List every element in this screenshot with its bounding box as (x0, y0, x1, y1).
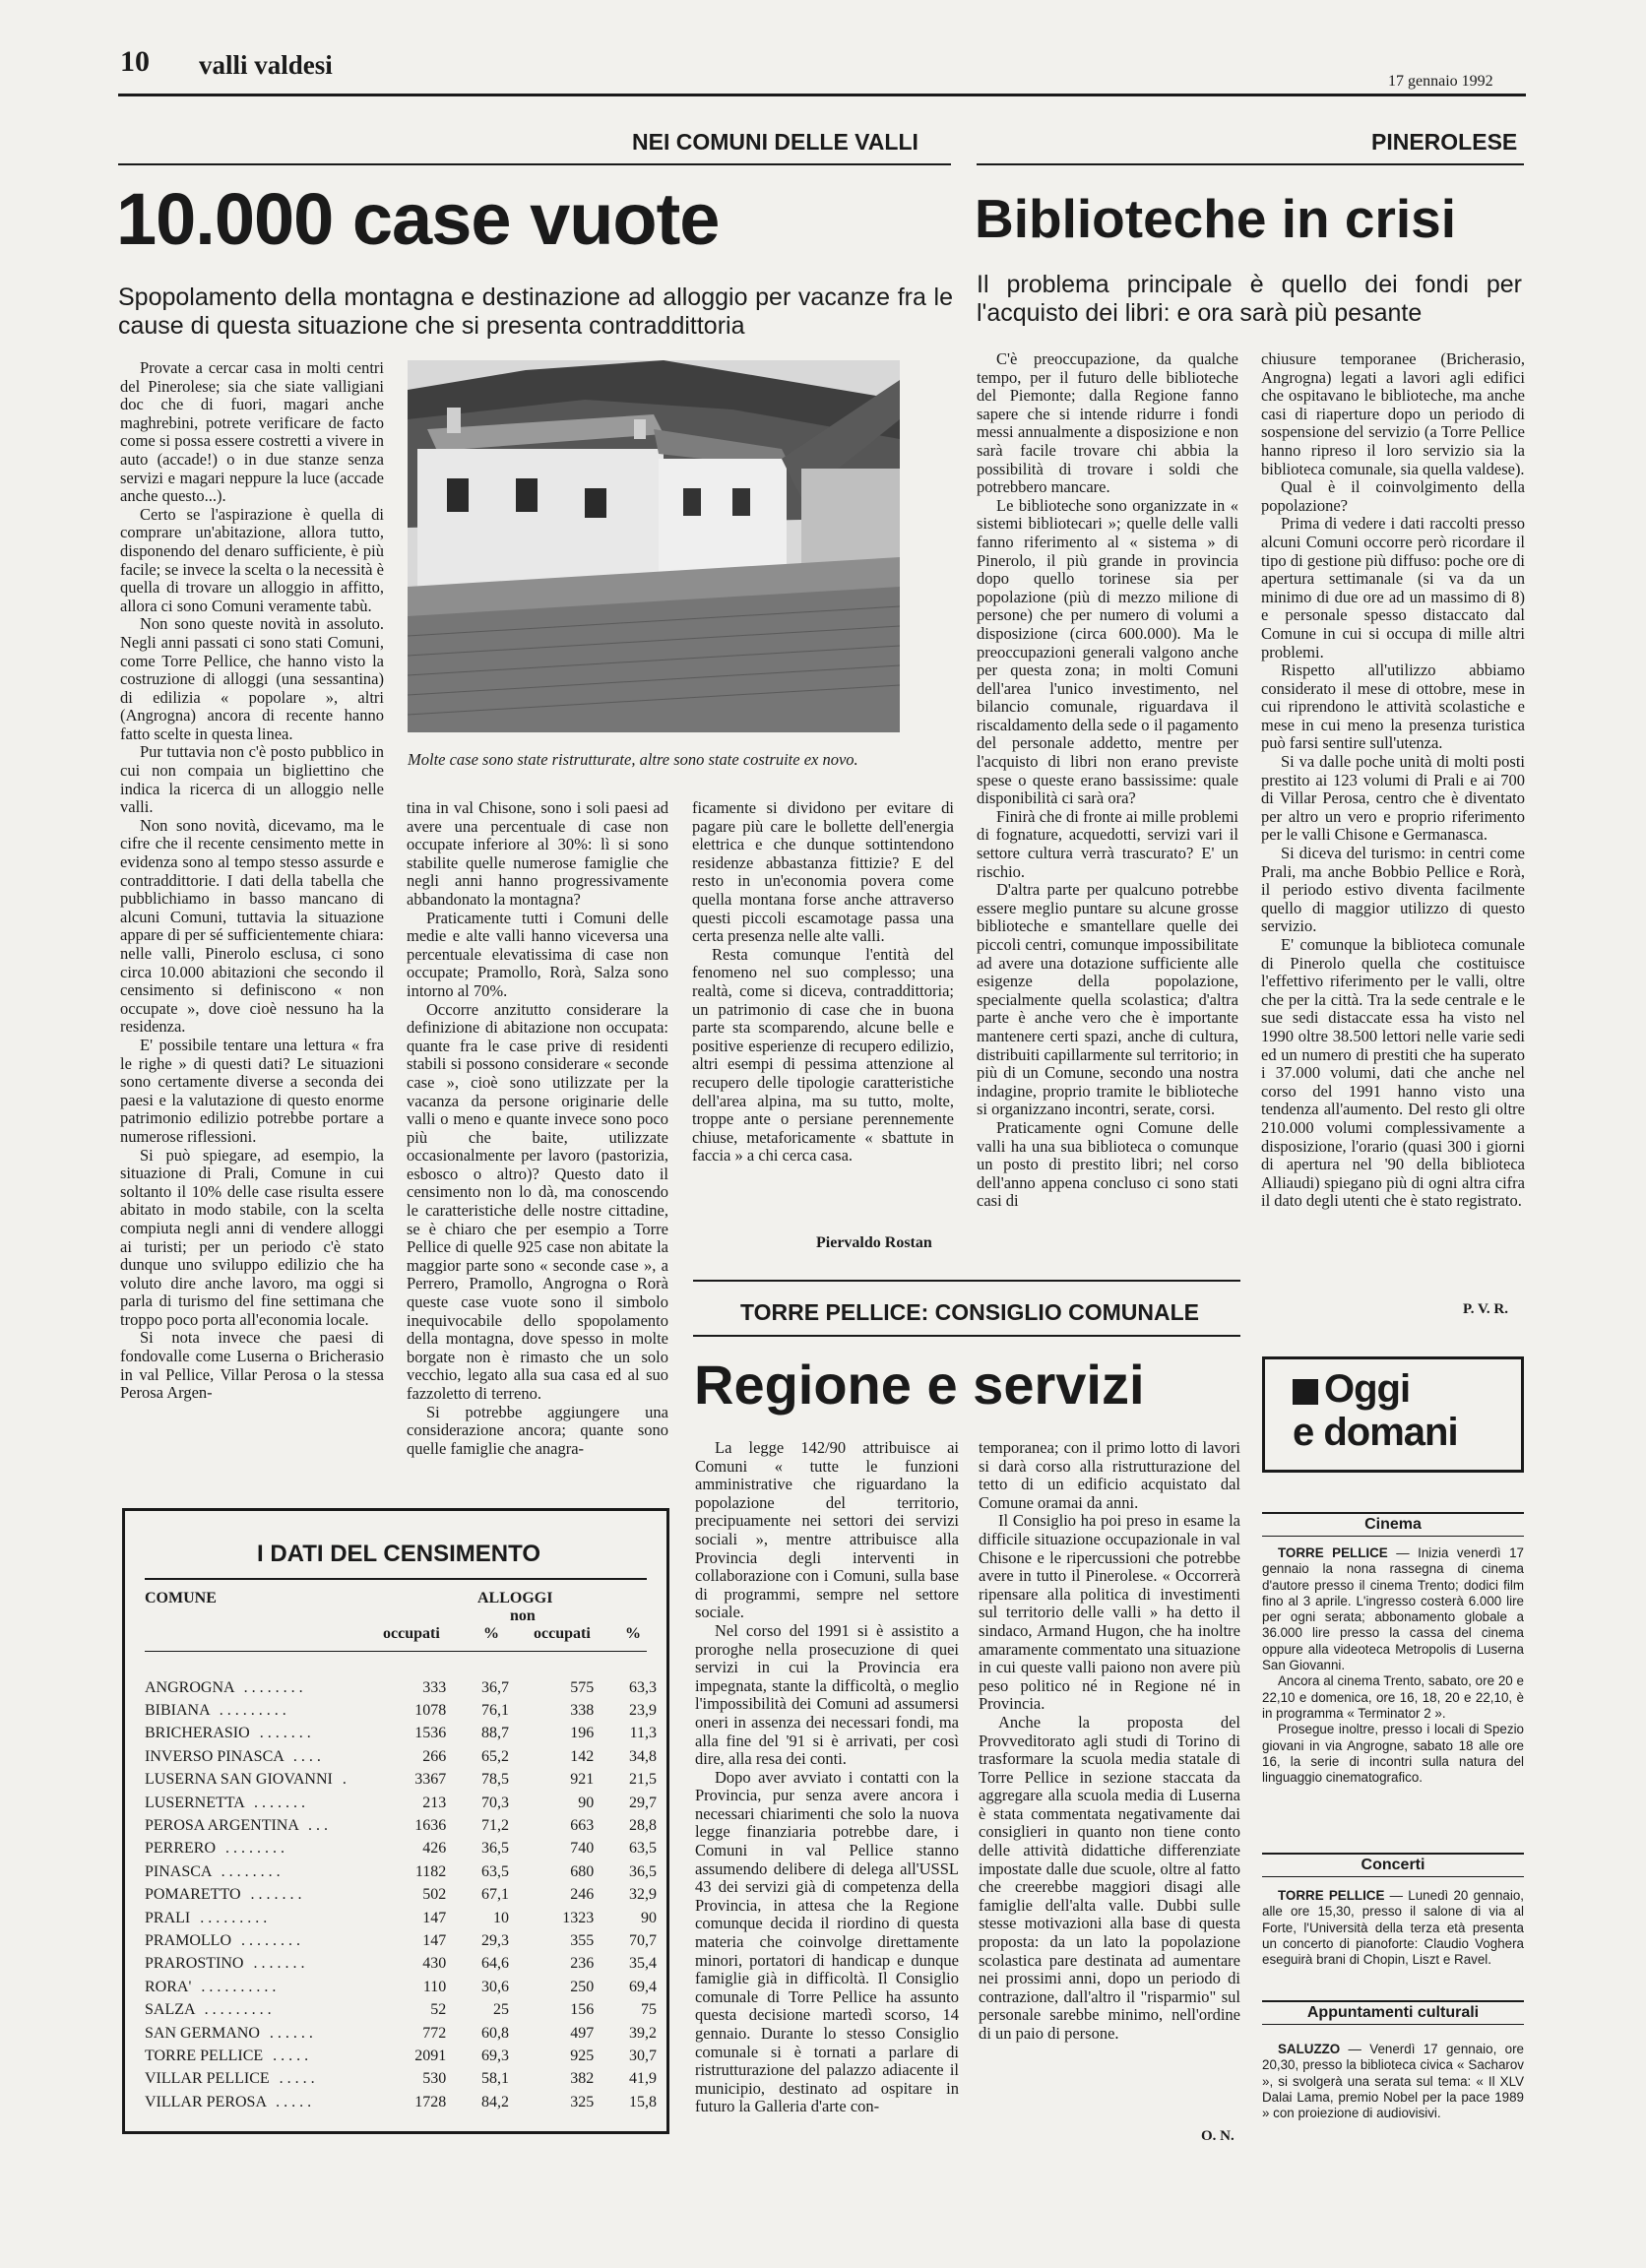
comune-name: SALZA (145, 2001, 195, 2019)
comune-name: LUSERNA SAN GIOVANNI (145, 1771, 333, 1789)
non-occupati-pct-cell: 34,8 (629, 1747, 657, 1765)
paragraph: Anche la proposta del Provveditorato agli studi di Torino di trasformare la scuola media statale di Torre Pellice in sezione staccata da aggregare alla scuola media di Luserna è stata commentata negativamente dai consiglieri in quanto non tiene conto delle attività didattiche differenziate impostate dalle due scuole, oltre al fatto che creerebbe maggiori disagi alle famiglie dell'alta valle. Dubbi sulle stesse motivazioni alla base di questa proposta: da un lato la popolazione scolastica pare destinata ad aumentare nei prossimi anni, dopo un periodo di contrazione, dall'altro il "risparmio" sul personale sarebbe minimo, nell'ordine di un paio di persone. (979, 1712, 1240, 2043)
non-occupati-pct-cell: 11,3 (629, 1725, 657, 1742)
occupati-pct-cell: 76,1 (480, 1702, 509, 1720)
occupati-cell: 147 (422, 1931, 447, 1949)
non-occupati-pct-cell: 70,7 (629, 1931, 657, 1949)
occupati-cell: 772 (422, 2024, 447, 2042)
table-row (145, 1976, 657, 1998)
paragraph: La legge 142/90 attribuisce ai Comuni « tutte le funzioni amministrative che riguardano la popolazione del territorio, precipuamente nei settori dei servizi sociali », mentre attribuisce alla Provincia degli interventi in collaborazione con i Comuni, sulla base di programmi, sempre nel settore sociale. (695, 1439, 959, 1622)
occupati-pct-cell: 63,5 (480, 1862, 509, 1880)
comune-cell (145, 1699, 386, 1722)
comune-name: PERRERO (145, 1840, 217, 1858)
biblioteche-col-1 (977, 350, 1238, 1295)
leader-dots: . . . . . . . . (225, 1840, 285, 1858)
place-name: TORRE PELLICE (1278, 1888, 1385, 1903)
table-row (145, 1814, 657, 1837)
case-vuote-col-3 (692, 799, 954, 1232)
non-occupati-pct-cell: 36,5 (629, 1862, 657, 1880)
occupati-pct-cell: 67,1 (480, 1886, 509, 1904)
non-occupati-pct-cell: 15,8 (629, 2093, 657, 2110)
paragraph: Le biblioteche sono organizzate in « sistemi bibliotecari »; quelle delle valli fanno riferimento al « sistema » di Pinerolo, il più grande in provincia dopo quello torinese sia per popolazione (più di mezzo milione di persone) che per numero di volumi a disposizione (circa 600.000). Ma le preoccupazioni generali valgono anche per questa zona; in molti Comuni dell'area l'unico investimento, nel bilancio comunale, riguardava il riscaldamento della sede o il pagamento del personale addetto, mentre per l'acquisto di libri non erano previste spese o queste erano bassissime: quale disponibilità ci sarà ora? (977, 495, 1238, 808)
occupati-pct-cell: 60,8 (480, 2024, 509, 2042)
leader-dots: . . . . . . . (250, 1886, 302, 1904)
leader-dots: . . . . . . . (253, 1955, 305, 1973)
section-cinema-body (1262, 1545, 1524, 1841)
occupati-cell: 530 (422, 2070, 447, 2088)
occupati-cell: 110 (422, 1978, 447, 1995)
census-title-rule (145, 1578, 647, 1580)
occupati-pct-cell: 88,7 (480, 1725, 509, 1742)
event-text: — Inizia venerdì 17 gennaio la nona rassegna di cinema d'autore presso il cinema Trento; dodici film fino al 3 aprile. L'ingresso costerà 6.000 lire per ogni serata; abbonamento globale a 36.000 lire presso la cassa del cinema oppure alla videoteca Metropolis di Luserna San Giovanni. (1262, 1545, 1524, 1673)
comune-name: ANGROGNA (145, 1678, 234, 1696)
signature-rostan: Piervaldo Rostan (816, 1234, 932, 1251)
paragraph: temporanea; con il primo lotto di lavori si darà corso alla ristrutturazione del tetto di un edificio acquistato dal Comune oramai da anni. (979, 1439, 1240, 1512)
occupati-pct-cell: 25 (492, 2001, 509, 2019)
leader-dots: . . . . . (273, 2047, 309, 2064)
comune-name: SAN GERMANO (145, 2024, 260, 2042)
biblioteche-col-2 (1261, 350, 1525, 1295)
occupati-cell: 1182 (414, 1862, 447, 1880)
occupati-pct-cell: 36,5 (480, 1840, 509, 1858)
paragraph: Non sono novità, dicevamo, ma le cifre che il recente censimento mette in evidenza sono al tempo stesso assurde e contraddittorie. I dati della tabella che pubblichiamo in basso mancano di alcuni Comuni, tuttavia la situazione appare di per sé sufficientemente chiara: nelle valli, Pinerolo esclusa, ci sono circa 10.000 abitazioni che secondo il censimento si definiscono « non occupate », dove cioè nessuno ha la residenza. (120, 815, 384, 1037)
paragraph: C'è preoccupazione, da qualche tempo, per il futuro delle biblioteche del Piemonte; dalla Regione fanno sapere che si intende ridurre i fondi messi annualmente a disposizione e non sarà facile trovare chi abbia la possibilità di trovare i soldi che potrebbero mancare. (977, 350, 1238, 497)
table-row (145, 1998, 657, 2021)
box-title-line-1: Oggi (1324, 1367, 1411, 1411)
census-box (122, 1508, 669, 2134)
table-row (145, 1929, 657, 1952)
section-cinema-heading: Cinema (1262, 1512, 1524, 1537)
table-row (145, 2091, 657, 2113)
paragraph: Si può spiegare, ad esempio, la situazione di Prali, Comune in cui soltanto il 10% delle case risulta essere abitato in modo stabile, con la scelta compiuta negli anni di vendere alloggi ai turisti; per un periodo c'è stato dunque uno sviluppo edilizio che ha voluto dire anche lavoro, ma oggi si parla di turismo del fine settimana che troppo poco porta all'economia locale. (120, 1145, 384, 1329)
comune-name: BIBIANA (145, 1702, 210, 1720)
section-appuntamenti-body (1262, 2042, 1524, 2150)
occupati-pct-cell: 70,3 (480, 1794, 509, 1811)
non-occupati-pct-cell: 28,8 (629, 1817, 657, 1835)
non-occupati-pct-cell: 29,7 (629, 1794, 657, 1811)
table-row (145, 1838, 657, 1860)
headline-regione: Regione e servizi (694, 1354, 1145, 1416)
section-label-right: PINEROLESE (1371, 129, 1518, 155)
comune-cell (145, 1838, 386, 1860)
non-occupati-cell: 575 (570, 1678, 595, 1696)
concerti-paragraph (1262, 1888, 1524, 1968)
comune-name: PEROSA ARGENTINA (145, 1817, 299, 1835)
occupati-cell: 52 (430, 2001, 447, 2019)
leader-dots: . . . . . . . . . (219, 1702, 286, 1720)
census-col-non-occupati: occupati (534, 1625, 591, 1642)
paragraph: E' possibile tentare una lettura « fra le righe » di questi dati? Le situazioni sono certamente diverse a seconda dei paesi e la valutazione di questo enorme patrimonio edilizio potrebbe portare a numerose riflessioni. (120, 1035, 384, 1146)
signature-on: O. N. (1201, 2128, 1234, 2144)
leader-dots: . . . . . . . (259, 1725, 311, 1742)
paragraph: tina in val Chisone, sono i soli paesi ad avere una percentuale di case non occupate inferiore al 30%: lì si sono stabilite quelle numerose famiglie che negli anni hanno progressivamente abbandonato la montagna? (407, 799, 668, 909)
paper-name: valli valdesi (199, 50, 333, 80)
paragraph: Non sono queste novità in assoluto. Negli anni passati ci sono stati Comuni, come Torre Pellice, che hanno visto la costruzione di alloggi (una sessantina) di edilizia « popolare », altri (Angrogna) ancora di recente hanno fatto scelte in questa linea. (120, 614, 384, 743)
cinema-paragraph (1262, 1545, 1524, 1673)
paragraph: Qual è il coinvolgimento della popolazione? (1261, 477, 1525, 515)
section-rule-right (977, 163, 1524, 165)
census-col-pct: % (483, 1625, 499, 1642)
comune-name: BRICHERASIO (145, 1725, 250, 1742)
issue-date: 17 gennaio 1992 (1388, 73, 1493, 90)
table-row (145, 1723, 657, 1745)
non-occupati-pct-cell: 41,9 (629, 2070, 657, 2088)
square-bullet-icon (1293, 1379, 1318, 1405)
leader-dots: . . . . . . . . (241, 1931, 301, 1949)
comune-cell (145, 1723, 386, 1745)
comune-name: TORRE PELLICE (145, 2047, 264, 2064)
comune-name: POMARETTO (145, 1886, 241, 1904)
paragraph: Nel corso del 1991 si è assistito a proroghe nella prosecuzione di quei servizi in cui la Provincia era impegnata, stante la difficoltà, o meglio l'impossibilità dei Comuni ad assumersi oneri in assenza dei necessari fondi, ma alla fine del '91 si è arrivati, per così dire, alla resa dei conti. (695, 1620, 959, 1769)
comune-cell (145, 1676, 386, 1699)
non-occupati-cell: 925 (570, 2047, 595, 2064)
occupati-pct-cell: 36,7 (480, 1678, 509, 1696)
comune-cell (145, 2068, 386, 2091)
page-number: 10 (120, 45, 150, 78)
case-vuote-col-2 (407, 799, 668, 1488)
section-concerti-heading: Concerti (1262, 1853, 1524, 1877)
comune-cell (145, 1769, 386, 1792)
paragraph: Pur tuttavia non c'è posto pubblico in cui non compaia un bigliettino che indica la ricerca di un alloggio nelle valli. (120, 742, 384, 817)
regione-top-rule (693, 1280, 1240, 1282)
non-occupati-pct-cell: 21,5 (629, 1771, 657, 1789)
paragraph: Si diceva del turismo: in centri come Prali, ma anche Bobbio Pellice e Rorà, il periodo estivo diventa facilmente quello di maggior utilizzo di questo servizio. (1261, 844, 1525, 936)
non-occupati-cell: 236 (570, 1955, 595, 1973)
leader-dots: . . . . . . . . (221, 1862, 281, 1880)
census-col-alloggi: ALLOGGI (477, 1590, 553, 1606)
non-occupati-cell: 338 (570, 1702, 595, 1720)
leader-dots: . . . . . . . . . (200, 1909, 268, 1926)
place-name: TORRE PELLICE (1278, 1545, 1388, 1560)
occupati-pct-cell: 30,6 (480, 1978, 509, 1995)
census-col-occupati: occupati (383, 1625, 440, 1642)
non-occupati-pct-cell: 69,4 (629, 1978, 657, 1995)
occupati-pct-cell: 65,2 (480, 1747, 509, 1765)
occupati-pct-cell: 84,2 (480, 2093, 509, 2110)
occupati-cell: 502 (422, 1886, 447, 1904)
occupati-cell: 213 (422, 1794, 447, 1811)
census-title: I DATI DEL CENSIMENTO (256, 1541, 541, 1567)
leader-dots: . . . (308, 1817, 329, 1835)
comune-cell (145, 1745, 386, 1768)
table-row (145, 1860, 657, 1883)
paragraph: Resta comunque l'entità del fenomeno nel suo complesso; una realtà, come si diceva, contraddittoria; un patrimonio di case che in buona parte sta scomparendo, alcune belle e positive esperienze di recupero edilizio, altri esempi di pessima attenzione al recupero delle tipologie caratteristiche dell'area alpina, ma su tutto, molte, troppe ante o persiane perennemente chiuse, metaforicamente « sbattute in faccia » a chi cerca casa. (692, 944, 954, 1166)
occupati-cell: 266 (422, 1747, 447, 1765)
occupati-pct-cell: 78,5 (480, 1771, 509, 1789)
leader-dots: . . . . . . . . (243, 1678, 303, 1696)
headline-biblioteche: Biblioteche in crisi (975, 188, 1457, 249)
regione-col-2 (979, 1439, 1240, 2109)
deck-case-vuote: Spopolamento della montagna e destinazione ad alloggio per vacanze fra le cause di questa situazione che si presenta contraddittoria (118, 284, 953, 340)
table-row (145, 2022, 657, 2045)
paragraph: Il Consiglio ha poi preso in esame la difficile situazione occupazionale in val Chisone e le ripercussioni che potrebbe avere in tutto il Pinerolese. « Occorrerà ripensare alla politica di investimenti sul territorio delle valli » ha detto il sindaco, Armand Hugon, che ha inoltre amaramente commentato una situazione in cui queste valli paiono non avere più peso politico né in Regione né in Provincia. (979, 1511, 1240, 1714)
comune-name: PRAROSTINO (145, 1955, 244, 1973)
non-occupati-pct-cell: 63,3 (629, 1678, 657, 1696)
comune-cell (145, 2022, 386, 2045)
header-rule (118, 94, 1526, 96)
regione-col-1 (695, 1439, 959, 2148)
event-text: — Lunedì 20 gennaio, alle ore 15,30, presso il salone di via al Forte, l'Università della terza età presenta un concerto di pianoforte: Claudio Voghera eseguirà brani di Chopin, Liszt e Ravel. (1262, 1888, 1524, 1968)
photo-caption: Molte case sono state ristrutturate, altre sono state costruite ex novo. (408, 750, 858, 769)
table-row (145, 1953, 657, 1976)
table-row (145, 1792, 657, 1814)
non-occupati-cell: 325 (570, 2093, 595, 2110)
paragraph: ficamente si dividono per evitare di pagare più care le bollette dell'energia elettrica e che dunque sottintendono residenze abbastanza fittizie? E del resto in un'economia povera come quella montana forse anche attraverso questi piccoli escamotage passa una certa presenza nelle alte valli. (692, 799, 954, 946)
occupati-cell: 147 (422, 1909, 447, 1926)
leader-dots: . . . . . (276, 2093, 312, 2110)
occupati-cell: 1078 (414, 1702, 447, 1720)
paragraph: D'altra parte per qualcuno potrebbe essere meglio puntare su alcune grosse biblioteche e smantellare quelle dei piccoli centri, comunque impossibilitate ad avere una dotazione sufficiente alle esigenze della popolazione, specialmente quella scolastica; d'altra parte è anche vero che è importante mantenere certi spazi, anche di cultura, distribuiti capillarmente sul territorio; in più di un Comune, secondo una nostra indagine, proprio tramite le biblioteche si organizzano incontri, serate, corsi. (977, 880, 1238, 1119)
paragraph: Si nota invece che paesi di fondovalle come Luserna o Bricherasio in val Pellice, Villar Perosa o la stessa Perosa Argen- (120, 1328, 384, 1403)
paragraph: Occorre anzitutto considerare la definizione di abitazione non occupata: quante fra le case prive di residenti stabili si possono considerare « seconde case », cioè sono utilizzate per la vacanza da persone originarie delle valli o meno e quante invece sono poco più che baite, utilizzate occasionalmente per lavoro (pastorizia, esbosco o altro)? Questo dato il censimento non lo dà, ma conoscendo le caratteristiche delle nostre cittadine, se è chiaro che per esempio a Torre Pellice di quelle 925 case non abitate la maggior parte sono « seconde case », a Perrero, Pramollo, Angrogna o Rorà queste case vuote sono il simbolo inequivocabile dello spopolamento della montagna, dove spesso in molte borgate non è rimasto che un solo vecchio, legato alla sua casa ed al suo fazzoletto di terreno. (407, 999, 668, 1403)
non-occupati-cell: 355 (570, 1931, 595, 1949)
section-rule-left (118, 163, 951, 165)
paragraph: E' comunque la biblioteca comunale di Pinerolo quella che costituisce l'effettivo riferimento per le valli, oltre che per la città. Tra la sede centrale e le sue sedi distaccate essa ha visto nel 1990 oltre 38.500 lettori nelle varie sedi ed un numero di prestiti che ha superato i 37.000 volumi, dati che anche nel corso del 1991 hanno visto una tendenza all'aumento. Del resto gli oltre 210.000 volumi complessivamente a disposizione, l'orario (quasi 300 i giorni di apertura nel '90 della biblioteca Alliaudi) spiegano più di ogni altra cifra il dato degli utenti che è stato registrato. (1261, 935, 1525, 1211)
place-name: SALUZZO (1278, 2042, 1341, 2056)
occupati-cell: 3367 (414, 1771, 447, 1789)
photo-houses (408, 360, 900, 732)
occupati-pct-cell: 64,6 (480, 1955, 509, 1973)
comune-name: LUSERNETTA (145, 1794, 244, 1811)
cinema-paragraph: Prosegue inoltre, presso i locali di Spezio giovani in via Angrogne, sabato 18 alle ore 16, la serie di incontri sulla natura del linguaggio cinematografico. (1262, 1722, 1524, 1786)
occupati-cell: 1636 (414, 1817, 447, 1835)
occupati-pct-cell: 58,1 (480, 2070, 509, 2088)
non-occupati-pct-cell: 35,4 (629, 1955, 657, 1973)
comune-name: PRALI (145, 1909, 191, 1926)
paragraph: Certo se l'aspirazione è quella di comprare un'abitazione, allora tutto, disponendo del denaro sufficiente, è più facile; se invece la scelta o la necessità è quella di trovare un alloggio in affitto, allora ci sono Comuni veramente tabù. (120, 504, 384, 615)
headline-case-vuote: 10.000 case vuote (116, 178, 720, 260)
non-occupati-cell: 196 (570, 1725, 595, 1742)
leader-dots: . (342, 1771, 347, 1789)
comune-cell (145, 1814, 386, 1837)
comune-cell (145, 2091, 386, 2113)
paragraph: Rispetto all'utilizzo abbiamo considerato il mese di ottobre, mese in cui riprendono le attività scolastiche e mese in cui meno la presenza turistica può farsi sentire sull'utenza. (1261, 661, 1525, 753)
comune-cell (145, 1860, 386, 1883)
non-occupati-pct-cell: 90 (641, 1909, 657, 1926)
paragraph: chiusure temporanee (Bricherasio, Angrogna) legati a lavori agli edifici che ospitavano le biblioteche, ma anche casi di riaperture dopo un periodo di sospensione del servizio (a Torre Pellice hanno ripreso il loro servizio sia la biblioteca comunale, sia quella valdese). (1261, 350, 1525, 478)
table-row (145, 1676, 657, 1699)
comune-cell (145, 1998, 386, 2021)
comune-name: INVERSO PINASCA (145, 1747, 284, 1765)
non-occupati-cell: 142 (570, 1747, 595, 1765)
non-occupati-cell: 250 (570, 1978, 595, 1995)
paragraph: Dopo aver avviato i contatti con la Provincia, pur senza avere ancora i necessari chiarimenti che solo la nuova legge finanziaria potrebbe dare, i Comuni in val Pellice stanno assumendo delibere di delega all'USSL 43 dei servizi già di competenza della Provincia, in attesa che la Regione comunque decida il riordino di questa materia che coinvolge direttamente minori, portatori di handicap e dunque famiglie già in difficoltà. Il Consiglio comunale di Torre Pellice ha assunto questa decisione martedì scorso, 14 gennaio. Durante lo stesso Consiglio comunale si è tornati a parlare di ristrutturazione del palazzo adiacente il municipio, destinato ad ospitare in futuro la Galleria d'arte con- (695, 1767, 959, 2116)
paragraph: Si va dalle poche unità di molti posti prestito ai 123 volumi di Prali e ai 700 di Villar Perosa, centro che è diventato per altro un vero e proprio riferimento per le valli Chisone e Germanasca. (1261, 752, 1525, 845)
houses-illustration (408, 360, 900, 732)
paragraph: Praticamente ogni Comune delle valli ha una sua biblioteca o comunque un posto di prestito libri; nel corso dell'anno appena concluso ci sono stati casi di (977, 1117, 1238, 1211)
occupati-cell: 426 (422, 1840, 447, 1858)
comune-name: VILLAR PEROSA (145, 2093, 267, 2110)
kicker-regione: TORRE PELLICE: CONSIGLIO COMUNALE (740, 1299, 1199, 1325)
non-occupati-cell: 497 (570, 2024, 595, 2042)
non-occupati-pct-cell: 30,7 (629, 2047, 657, 2064)
occupati-cell: 333 (422, 1678, 447, 1696)
non-occupati-cell: 680 (570, 1862, 595, 1880)
table-row (145, 1745, 657, 1768)
cinema-paragraph: Ancora al cinema Trento, sabato, ore 20 e 22,10 e domenica, ore 16, 18, 20 e 22,10, è in programma « Terminator 2 ». (1262, 1673, 1524, 1721)
census-col-comune: COMUNE (145, 1590, 217, 1606)
occupati-cell: 2091 (414, 2047, 447, 2064)
comune-name: RORA' (145, 1978, 192, 1995)
census-col-pct-2: % (625, 1625, 641, 1642)
non-occupati-cell: 246 (570, 1886, 595, 1904)
comune-cell (145, 1907, 386, 1929)
table-row (145, 1769, 657, 1792)
paragraph: Provate a cercar casa in molti centri del Pinerolese; sia che siate valligiani doc che di fuori, magari anche maghrebini, potrete verificare de facto come si possa essere costretti a vivere in auto (accade!) o in due stanze senza servizi e magari neppure la luce (accade anche questo...). (120, 359, 384, 506)
section-concerti-body (1262, 1888, 1524, 1986)
non-occupati-pct-cell: 63,5 (629, 1840, 657, 1858)
non-occupati-cell: 663 (570, 1817, 595, 1835)
table-row (145, 1907, 657, 1929)
comune-cell (145, 1929, 386, 1952)
census-table-body (145, 1676, 657, 2113)
leader-dots: . . . . . . . (253, 1794, 305, 1811)
section-label-left: NEI COMUNI DELLE VALLI (632, 129, 918, 155)
non-occupati-pct-cell: 75 (641, 2001, 657, 2019)
section-appuntamenti-heading: Appuntamenti culturali (1262, 2000, 1524, 2025)
comune-cell (145, 1792, 386, 1814)
oggi-domani-box (1262, 1356, 1524, 1473)
occupati-cell: 430 (422, 1955, 447, 1973)
non-occupati-cell: 921 (570, 1771, 595, 1789)
non-occupati-cell: 1323 (562, 1909, 595, 1926)
appuntamenti-paragraph (1262, 2042, 1524, 2121)
non-occupati-pct-cell: 32,9 (629, 1886, 657, 1904)
comune-cell (145, 1976, 386, 1998)
occupati-pct-cell: 71,2 (480, 1817, 509, 1835)
table-row (145, 2068, 657, 2091)
deck-biblioteche: Il problema principale è quello dei fondi per l'acquisto dei libri: e ora sarà più pesante (977, 271, 1522, 327)
paragraph: Si potrebbe aggiungere una considerazione ancora; quante sono quelle famiglie che anagra- (407, 1402, 668, 1458)
non-occupati-pct-cell: 39,2 (629, 2024, 657, 2042)
comune-name: PINASCA (145, 1862, 212, 1880)
regione-kicker-rule (693, 1335, 1240, 1337)
non-occupati-pct-cell: 23,9 (629, 1702, 657, 1720)
leader-dots: . . . . . (279, 2070, 315, 2088)
comune-name: VILLAR PELLICE (145, 2070, 270, 2088)
paragraph: Finirà che di fronte ai mille problemi di fognature, acquedotti, servizi vari il settore cultura verrà trascurato? E' un rischio. (977, 806, 1238, 881)
comune-cell (145, 1884, 386, 1907)
leader-dots: . . . . . . . . . . (201, 1978, 277, 1995)
case-vuote-col-1 (120, 359, 384, 1491)
occupati-cell: 1536 (414, 1725, 447, 1742)
table-row (145, 2045, 657, 2067)
census-col-non: non (510, 1607, 536, 1624)
census-table (145, 1676, 657, 2113)
box-title-line-2: e domani (1293, 1411, 1458, 1454)
table-row (145, 1699, 657, 1722)
non-occupati-cell: 90 (578, 1794, 595, 1811)
comune-name: PRAMOLLO (145, 1931, 232, 1949)
non-occupati-cell: 156 (570, 2001, 595, 2019)
comune-cell (145, 1953, 386, 1976)
paragraph: Prima di vedere i dati raccolti presso alcuni Comuni occorre però ricordare il tipo di gestione più diffuso: poche ore di apertura settimanale (si va da un minimo di due ore ad un massimo di 8) e personale spesso distaccato dal Comune in cui si occupa di mille altri problemi. (1261, 514, 1525, 662)
event-text: — Venerdì 17 gennaio, ore 20,30, presso la biblioteca civica « Sacharov », si svolgerà una serata sul tema: « Il XLV Dalai Lama, premio Nobel per la pace 1989 » con proiezione di audiovisivi. (1262, 2042, 1524, 2121)
occupati-pct-cell: 69,3 (480, 2047, 509, 2064)
census-header-rule (145, 1651, 647, 1652)
occupati-pct-cell: 10 (492, 1909, 509, 1926)
signature-pvr: P. V. R. (1463, 1301, 1508, 1317)
leader-dots: . . . . (292, 1747, 321, 1765)
leader-dots: . . . . . . (269, 2024, 313, 2042)
occupati-cell: 1728 (414, 2093, 447, 2110)
non-occupati-cell: 740 (570, 1840, 595, 1858)
occupati-pct-cell: 29,3 (480, 1931, 509, 1949)
non-occupati-cell: 382 (570, 2070, 595, 2088)
table-row (145, 1884, 657, 1907)
paragraph: Praticamente tutti i Comuni delle medie e alte valli hanno viceversa una percentuale elevatissima di case non occupate; Pramollo, Rorà, Salza sono intorno al 70%. (407, 908, 668, 1000)
leader-dots: . . . . . . . . . (204, 2001, 272, 2019)
comune-cell (145, 2045, 386, 2067)
